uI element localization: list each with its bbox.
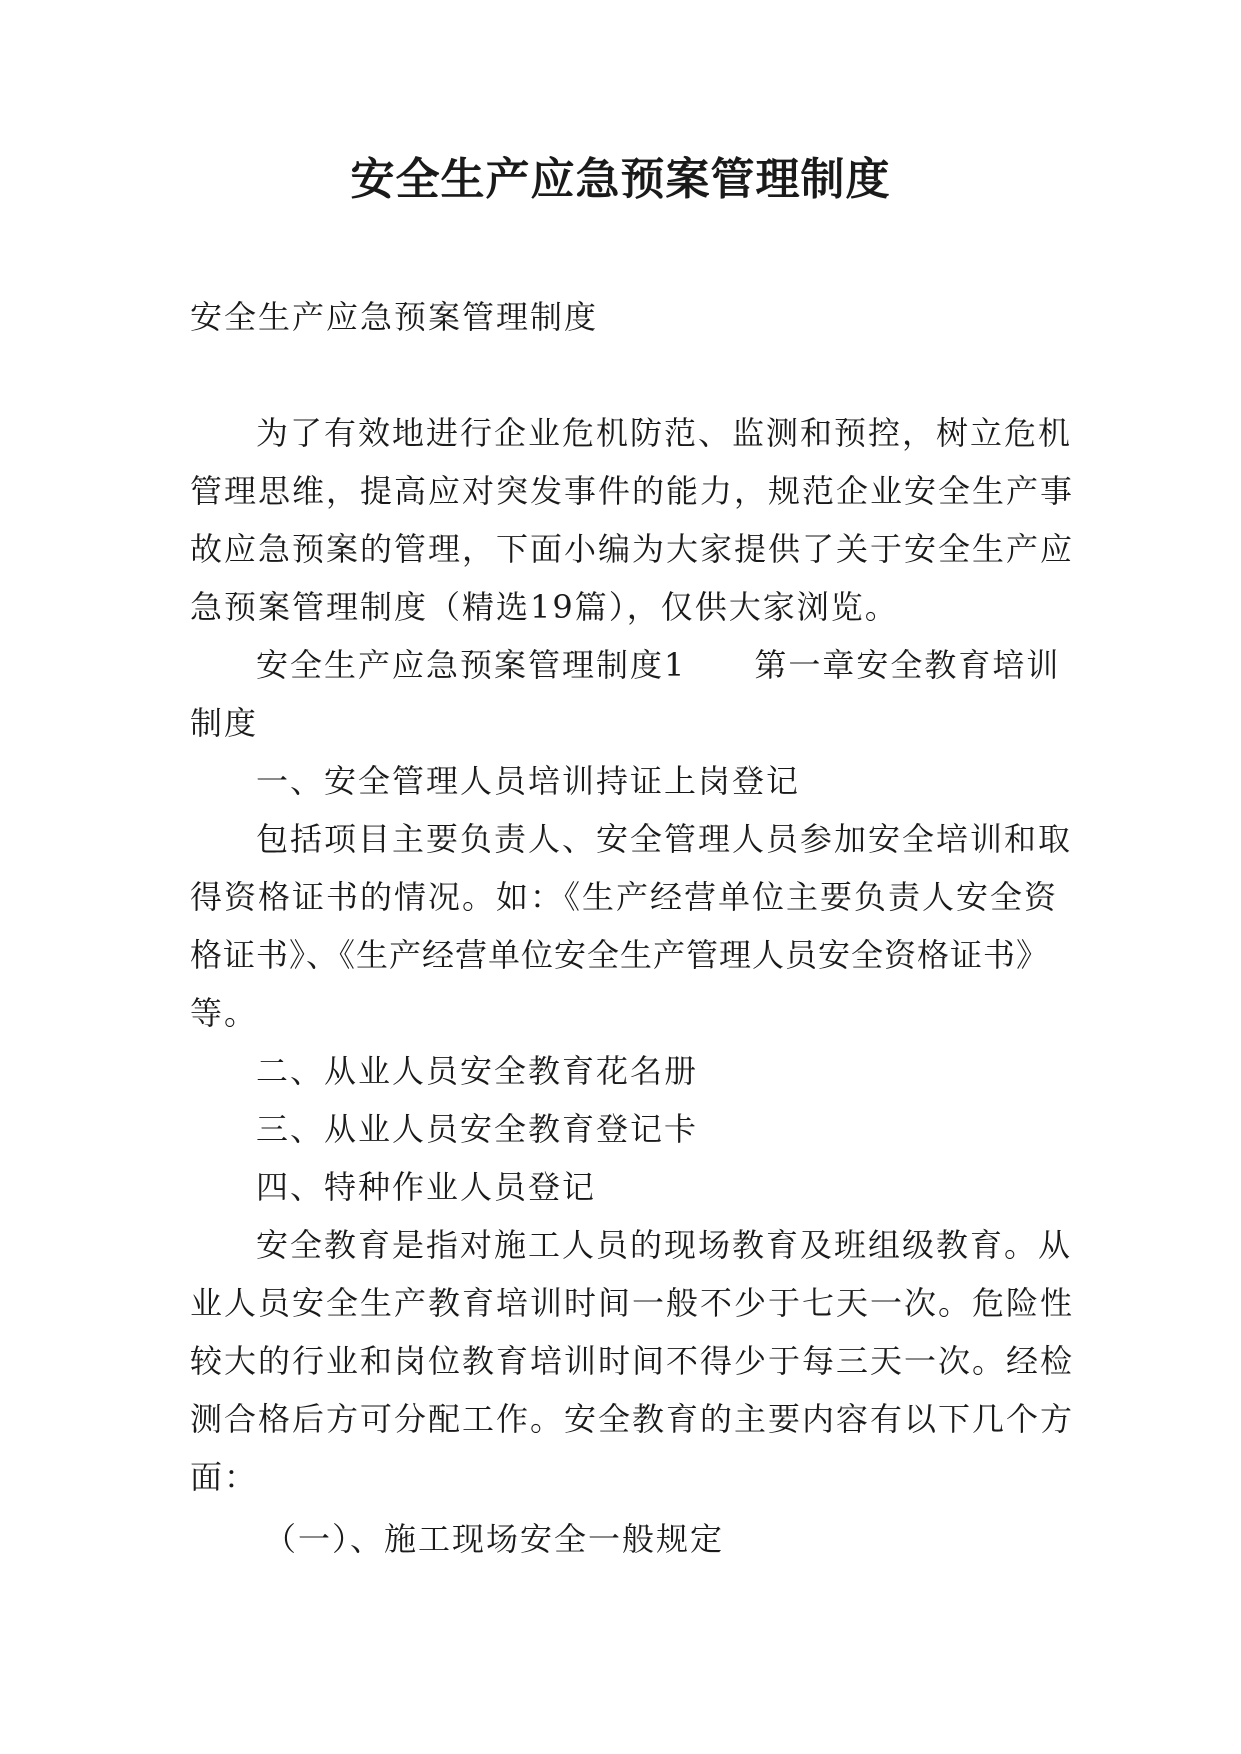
paragraph-line: 等。 xyxy=(190,994,259,1032)
document-subtitle: 安全生产应急预案管理制度 xyxy=(190,298,599,336)
section-heading-3: 三、从业人员安全教育登记卡 xyxy=(256,1110,699,1148)
paragraph-line: 安全教育是指对施工人员的现场教育及班组级教育。从 xyxy=(256,1226,1073,1264)
chapter-heading-line-1: 安全生产应急预案管理制度1 第一章安全教育培训 xyxy=(256,646,1061,684)
chapter-heading-line-2: 制度 xyxy=(190,704,259,742)
intro-line-1: 为了有效地进行企业危机防范、监测和预控，树立危机 xyxy=(256,414,1073,452)
paragraph-line: 得资格证书的情况。如：《生产经营单位主要负责人安全资 xyxy=(190,878,1059,916)
paragraph-line: 测合格后方可分配工作。安全教育的主要内容有以下几个方 xyxy=(190,1400,1075,1438)
document-title: 安全生产应急预案管理制度 xyxy=(350,154,891,205)
paragraph-line: 包括项目主要负责人、安全管理人员参加安全培训和取 xyxy=(256,820,1073,858)
paragraph-line: 业人员安全生产教育培训时间一般不少于七天一次。危险性 xyxy=(190,1284,1075,1322)
section-heading-1: 一、安全管理人员培训持证上岗登记 xyxy=(256,762,801,800)
section-heading-2: 二、从业人员安全教育花名册 xyxy=(256,1052,699,1090)
section-heading-4: 四、特种作业人员登记 xyxy=(256,1168,597,1206)
document-body xyxy=(190,288,1075,1568)
spacer xyxy=(190,346,1050,404)
intro-line-4: 急预案管理制度（精选19篇），仅供大家浏览。 xyxy=(190,588,899,626)
intro-line-2: 管理思维，提高应对突发事件的能力，规范企业安全生产事 xyxy=(190,472,1075,510)
paragraph-line: 格证书》、《生产经营单位安全生产管理人员安全资格证书》 xyxy=(190,936,1050,974)
intro-line-3: 故应急预案的管理，下面小编为大家提供了关于安全生产应 xyxy=(190,530,1075,568)
paragraph-line: 较大的行业和岗位教育培训时间不得少于每三天一次。经检 xyxy=(190,1342,1075,1380)
paragraph-line: 面： xyxy=(190,1458,259,1496)
subsection-heading-1: （一）、施工现场安全一般规定 xyxy=(264,1520,725,1558)
